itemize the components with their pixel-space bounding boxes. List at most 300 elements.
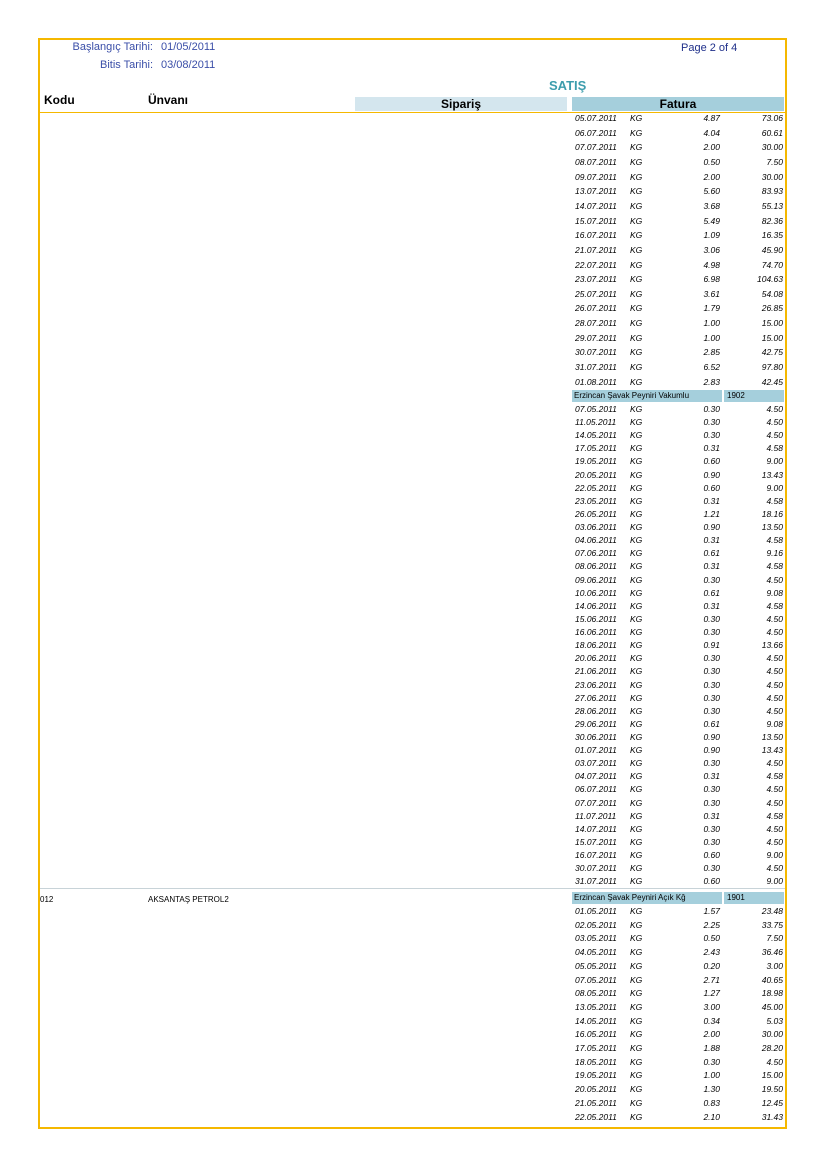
row-date: 03.07.2011 xyxy=(575,758,617,769)
row-quantity: 0.34 xyxy=(703,1015,720,1026)
row-amount: 4.50 xyxy=(766,705,783,716)
invoice-row xyxy=(575,947,783,958)
row-quantity: 0.60 xyxy=(703,876,720,887)
row-amount: 19.50 xyxy=(761,1084,783,1095)
row-date: 14.06.2011 xyxy=(575,600,617,611)
row-quantity: 1.57 xyxy=(703,906,720,916)
column-header-siparis: Sipariş xyxy=(355,97,567,111)
invoice-row xyxy=(575,333,783,344)
row-quantity: 0.30 xyxy=(703,627,720,638)
invoice-row xyxy=(575,230,783,241)
invoice-row xyxy=(575,1043,783,1054)
row-quantity: 2.00 xyxy=(703,171,720,182)
invoice-row xyxy=(575,377,783,388)
row-quantity: 1.09 xyxy=(703,230,720,241)
row-amount: 4.50 xyxy=(766,1056,783,1067)
row-amount: 28.20 xyxy=(761,1043,783,1053)
row-quantity: 0.31 xyxy=(703,771,720,782)
invoice-row xyxy=(575,216,783,227)
product-name: Erzincan Şavak Peyniri Açık Kğ xyxy=(574,893,686,902)
row-date: 03.05.2011 xyxy=(575,933,617,944)
invoice-row xyxy=(575,430,783,441)
row-unit: KG xyxy=(630,797,643,808)
row-date: 26.05.2011 xyxy=(575,508,617,519)
row-amount: 13.43 xyxy=(761,745,783,756)
row-amount: 18.16 xyxy=(761,508,783,519)
row-date: 20.05.2011 xyxy=(575,1084,617,1095)
row-amount: 4.50 xyxy=(766,797,783,808)
row-unit: KG xyxy=(630,1097,643,1108)
row-amount: 4.50 xyxy=(766,784,783,795)
row-amount: 4.58 xyxy=(766,535,783,546)
row-quantity: 3.00 xyxy=(703,1001,720,1012)
invoice-row xyxy=(575,548,783,559)
customer-code: 012 xyxy=(40,895,54,904)
row-unit: KG xyxy=(630,587,643,598)
row-quantity: 2.00 xyxy=(703,142,720,153)
invoice-row xyxy=(575,575,783,586)
row-unit: KG xyxy=(630,259,643,270)
product-code: 1902 xyxy=(722,390,745,402)
row-quantity: 0.31 xyxy=(703,561,720,572)
customer-divider xyxy=(40,888,785,889)
column-header-fatura: Fatura xyxy=(572,97,784,111)
row-unit: KG xyxy=(630,362,643,373)
row-amount: 9.08 xyxy=(766,587,783,598)
invoice-row xyxy=(575,303,783,314)
row-amount: 36.46 xyxy=(761,947,783,958)
row-unit: KG xyxy=(630,960,643,971)
row-date: 05.07.2011 xyxy=(575,113,617,123)
row-date: 04.05.2011 xyxy=(575,947,617,958)
row-unit: KG xyxy=(630,836,643,847)
row-unit: KG xyxy=(630,127,643,138)
row-quantity: 0.31 xyxy=(703,443,720,454)
row-amount: 45.00 xyxy=(761,1001,783,1012)
row-quantity: 2.10 xyxy=(703,1111,720,1122)
row-date: 29.07.2011 xyxy=(575,332,617,343)
row-unit: KG xyxy=(630,347,643,358)
customer-name: AKSANTAŞ PETROL2 xyxy=(148,895,229,904)
invoice-row xyxy=(575,362,783,373)
row-date: 08.06.2011 xyxy=(575,561,617,572)
row-quantity: 3.68 xyxy=(703,200,720,211)
row-date: 17.05.2011 xyxy=(575,1043,617,1053)
invoice-row xyxy=(575,837,783,848)
row-amount: 4.58 xyxy=(766,561,783,572)
invoice-row xyxy=(575,1070,783,1081)
row-unit: KG xyxy=(630,850,643,861)
product-code: 1901 xyxy=(722,892,745,904)
invoice-row xyxy=(575,347,783,358)
invoice-row xyxy=(575,142,783,153)
row-quantity: 0.91 xyxy=(703,640,720,651)
row-date: 20.06.2011 xyxy=(575,653,617,664)
row-unit: KG xyxy=(630,561,643,572)
row-date: 11.05.2011 xyxy=(575,417,617,428)
row-date: 14.07.2011 xyxy=(575,823,617,834)
row-quantity: 0.30 xyxy=(703,679,720,690)
row-date: 28.07.2011 xyxy=(575,318,617,329)
row-unit: KG xyxy=(630,548,643,559)
row-quantity: 3.61 xyxy=(703,288,720,299)
row-quantity: 2.43 xyxy=(703,947,720,958)
row-amount: 4.58 xyxy=(766,495,783,506)
row-amount: 45.90 xyxy=(761,244,783,255)
row-amount: 4.58 xyxy=(766,810,783,821)
row-unit: KG xyxy=(630,692,643,703)
invoice-row xyxy=(575,470,783,481)
row-unit: KG xyxy=(630,417,643,428)
row-unit: KG xyxy=(630,1056,643,1067)
row-quantity: 4.87 xyxy=(703,113,720,123)
row-unit: KG xyxy=(630,600,643,611)
invoice-row xyxy=(575,745,783,756)
invoice-row xyxy=(575,186,783,197)
invoice-row xyxy=(575,784,783,795)
row-unit: KG xyxy=(630,1111,643,1122)
row-amount: 13.50 xyxy=(761,522,783,533)
invoice-row xyxy=(575,561,783,572)
row-unit: KG xyxy=(630,113,643,123)
row-date: 30.07.2011 xyxy=(575,863,617,874)
row-date: 19.05.2011 xyxy=(575,456,617,467)
invoice-row xyxy=(575,811,783,822)
row-unit: KG xyxy=(630,156,643,167)
invoice-row xyxy=(575,863,783,874)
invoice-row xyxy=(575,1016,783,1027)
invoice-row xyxy=(575,906,783,917)
row-quantity: 0.30 xyxy=(703,574,720,585)
row-date: 18.06.2011 xyxy=(575,640,617,651)
row-quantity: 1.21 xyxy=(703,508,720,519)
row-unit: KG xyxy=(630,732,643,742)
row-quantity: 0.61 xyxy=(703,548,720,559)
invoice-row xyxy=(575,588,783,599)
row-amount: 13.50 xyxy=(761,732,783,742)
row-amount: 15.00 xyxy=(761,332,783,343)
invoice-row xyxy=(575,1084,783,1095)
row-unit: KG xyxy=(630,705,643,716)
row-quantity: 1.00 xyxy=(703,318,720,329)
row-quantity: 0.20 xyxy=(703,960,720,971)
row-date: 07.07.2011 xyxy=(575,797,617,808)
row-unit: KG xyxy=(630,495,643,506)
row-amount: 4.50 xyxy=(766,666,783,677)
row-date: 08.05.2011 xyxy=(575,988,617,999)
invoice-row xyxy=(575,483,783,494)
row-amount: 104.63 xyxy=(757,274,783,285)
invoice-row xyxy=(575,509,783,520)
row-amount: 4.50 xyxy=(766,417,783,428)
row-date: 01.05.2011 xyxy=(575,906,617,916)
row-quantity: 0.83 xyxy=(703,1097,720,1108)
row-quantity: 5.49 xyxy=(703,215,720,226)
row-date: 31.07.2011 xyxy=(575,876,617,887)
row-quantity: 1.88 xyxy=(703,1043,720,1053)
row-amount: 42.75 xyxy=(761,347,783,358)
row-amount: 40.65 xyxy=(761,974,783,985)
row-unit: KG xyxy=(630,627,643,638)
row-date: 18.05.2011 xyxy=(575,1056,617,1067)
row-unit: KG xyxy=(630,863,643,874)
row-amount: 23.48 xyxy=(761,906,783,916)
row-unit: KG xyxy=(630,810,643,821)
invoice-row xyxy=(575,824,783,835)
row-date: 05.05.2011 xyxy=(575,960,617,971)
row-unit: KG xyxy=(630,318,643,329)
row-unit: KG xyxy=(630,1029,643,1040)
row-quantity: 0.30 xyxy=(703,836,720,847)
invoice-row xyxy=(575,535,783,546)
row-amount: 4.50 xyxy=(766,863,783,874)
row-amount: 30.00 xyxy=(761,1029,783,1040)
row-unit: KG xyxy=(630,469,643,480)
row-date: 06.07.2011 xyxy=(575,127,617,138)
row-quantity: 0.30 xyxy=(703,417,720,428)
row-date: 07.06.2011 xyxy=(575,548,617,559)
row-amount: 3.00 xyxy=(766,960,783,971)
invoice-row xyxy=(575,157,783,168)
row-amount: 73.06 xyxy=(761,113,783,123)
row-amount: 83.93 xyxy=(761,186,783,197)
row-date: 04.07.2011 xyxy=(575,771,617,782)
row-date: 16.06.2011 xyxy=(575,627,617,638)
row-unit: KG xyxy=(630,1043,643,1053)
row-date: 11.07.2011 xyxy=(575,810,617,821)
invoice-row xyxy=(575,1029,783,1040)
row-quantity: 0.31 xyxy=(703,535,720,546)
row-unit: KG xyxy=(630,1015,643,1026)
row-unit: KG xyxy=(630,376,643,387)
row-date: 07.05.2011 xyxy=(575,974,617,985)
row-date: 19.05.2011 xyxy=(575,1070,617,1081)
invoice-row xyxy=(575,933,783,944)
row-amount: 4.50 xyxy=(766,758,783,769)
row-date: 31.07.2011 xyxy=(575,362,617,373)
row-date: 21.05.2011 xyxy=(575,1097,617,1108)
row-unit: KG xyxy=(630,171,643,182)
row-date: 17.05.2011 xyxy=(575,443,617,454)
row-date: 26.07.2011 xyxy=(575,303,617,314)
invoice-row xyxy=(575,653,783,664)
row-unit: KG xyxy=(630,230,643,241)
row-unit: KG xyxy=(630,274,643,285)
invoice-row xyxy=(575,1057,783,1068)
row-quantity: 1.00 xyxy=(703,332,720,343)
invoice-row xyxy=(575,614,783,625)
row-amount: 4.50 xyxy=(766,574,783,585)
row-date: 21.07.2011 xyxy=(575,244,617,255)
column-header-unvani: Ünvanı xyxy=(148,93,189,107)
row-date: 14.05.2011 xyxy=(575,430,617,441)
row-unit: KG xyxy=(630,142,643,153)
row-amount: 4.50 xyxy=(766,823,783,834)
row-quantity: 1.27 xyxy=(703,988,720,999)
row-unit: KG xyxy=(630,613,643,624)
row-date: 14.05.2011 xyxy=(575,1015,617,1026)
row-amount: 9.00 xyxy=(766,850,783,861)
end-date-label: Bitis Tarihi: xyxy=(100,59,153,71)
row-amount: 9.16 xyxy=(766,548,783,559)
row-quantity: 0.31 xyxy=(703,495,720,506)
invoice-row xyxy=(575,443,783,454)
row-quantity: 4.04 xyxy=(703,127,720,138)
row-unit: KG xyxy=(630,906,643,916)
row-amount: 31.43 xyxy=(761,1111,783,1122)
row-date: 15.07.2011 xyxy=(575,215,617,226)
row-quantity: 0.30 xyxy=(703,404,720,414)
row-date: 23.06.2011 xyxy=(575,679,617,690)
row-quantity: 0.50 xyxy=(703,156,720,167)
row-amount: 4.50 xyxy=(766,679,783,690)
row-amount: 15.00 xyxy=(761,1070,783,1081)
invoice-row xyxy=(575,680,783,691)
end-date-value: 03/08/2011 xyxy=(161,59,216,71)
row-date: 15.07.2011 xyxy=(575,836,617,847)
row-unit: KG xyxy=(630,303,643,314)
row-unit: KG xyxy=(630,288,643,299)
invoice-row xyxy=(575,1112,783,1123)
row-date: 22.05.2011 xyxy=(575,482,617,493)
row-quantity: 0.30 xyxy=(703,692,720,703)
row-unit: KG xyxy=(630,482,643,493)
row-amount: 97.80 xyxy=(761,362,783,373)
row-date: 14.07.2011 xyxy=(575,200,617,211)
start-date-value: 01/05/2011 xyxy=(161,41,216,53)
row-unit: KG xyxy=(630,784,643,795)
row-unit: KG xyxy=(630,244,643,255)
invoice-row xyxy=(575,732,783,743)
invoice-row xyxy=(575,876,783,887)
invoice-row xyxy=(575,758,783,769)
row-quantity: 2.00 xyxy=(703,1029,720,1040)
invoice-row xyxy=(575,771,783,782)
row-unit: KG xyxy=(630,718,643,729)
row-unit: KG xyxy=(630,200,643,211)
row-amount: 74.70 xyxy=(761,259,783,270)
row-amount: 4.50 xyxy=(766,430,783,441)
row-amount: 4.58 xyxy=(766,443,783,454)
row-date: 07.07.2011 xyxy=(575,142,617,153)
row-date: 13.07.2011 xyxy=(575,186,617,197)
row-quantity: 6.98 xyxy=(703,274,720,285)
row-quantity: 0.60 xyxy=(703,482,720,493)
row-quantity: 0.90 xyxy=(703,732,720,742)
row-quantity: 4.98 xyxy=(703,259,720,270)
invoice-row xyxy=(575,706,783,717)
row-quantity: 2.85 xyxy=(703,347,720,358)
row-unit: KG xyxy=(630,666,643,677)
row-date: 27.06.2011 xyxy=(575,692,617,703)
row-amount: 13.43 xyxy=(761,469,783,480)
row-unit: KG xyxy=(630,876,643,887)
row-amount: 82.36 xyxy=(761,215,783,226)
row-amount: 7.50 xyxy=(766,933,783,944)
row-amount: 7.50 xyxy=(766,156,783,167)
row-unit: KG xyxy=(630,988,643,999)
row-quantity: 2.71 xyxy=(703,974,720,985)
row-unit: KG xyxy=(630,1070,643,1081)
row-quantity: 0.30 xyxy=(703,430,720,441)
row-quantity: 0.30 xyxy=(703,613,720,624)
row-amount: 9.00 xyxy=(766,456,783,467)
row-unit: KG xyxy=(630,679,643,690)
row-date: 01.08.2011 xyxy=(575,376,617,387)
row-amount: 9.08 xyxy=(766,718,783,729)
invoice-row xyxy=(575,260,783,271)
invoice-row xyxy=(575,245,783,256)
row-unit: KG xyxy=(630,430,643,441)
row-date: 15.06.2011 xyxy=(575,613,617,624)
row-amount: 4.50 xyxy=(766,836,783,847)
invoice-row xyxy=(575,961,783,972)
row-amount: 4.50 xyxy=(766,613,783,624)
invoice-row xyxy=(575,274,783,285)
row-date: 09.06.2011 xyxy=(575,574,617,585)
row-amount: 30.00 xyxy=(761,142,783,153)
row-unit: KG xyxy=(630,640,643,651)
invoice-row xyxy=(575,601,783,612)
row-date: 02.05.2011 xyxy=(575,919,617,930)
invoice-row xyxy=(575,975,783,986)
row-unit: KG xyxy=(630,919,643,930)
row-amount: 18.98 xyxy=(761,988,783,999)
row-quantity: 0.30 xyxy=(703,666,720,677)
row-date: 30.07.2011 xyxy=(575,347,617,358)
invoice-row xyxy=(575,988,783,999)
row-amount: 4.50 xyxy=(766,692,783,703)
invoice-row xyxy=(575,522,783,533)
row-quantity: 1.00 xyxy=(703,1070,720,1081)
row-date: 04.06.2011 xyxy=(575,535,617,546)
row-quantity: 0.31 xyxy=(703,600,720,611)
product-name: Erzincan Şavak Peyniri Vakumlu xyxy=(574,391,690,400)
product-bar xyxy=(572,390,784,402)
row-date: 23.05.2011 xyxy=(575,495,617,506)
row-date: 01.07.2011 xyxy=(575,745,617,756)
row-unit: KG xyxy=(630,1001,643,1012)
row-quantity: 6.52 xyxy=(703,362,720,373)
row-quantity: 0.30 xyxy=(703,653,720,664)
invoice-row xyxy=(575,920,783,931)
row-date: 08.07.2011 xyxy=(575,156,617,167)
row-quantity: 0.30 xyxy=(703,705,720,716)
row-unit: KG xyxy=(630,574,643,585)
row-quantity: 0.30 xyxy=(703,863,720,874)
invoice-row xyxy=(575,1098,783,1109)
row-amount: 9.00 xyxy=(766,876,783,887)
row-amount: 16.35 xyxy=(761,230,783,241)
row-amount: 13.66 xyxy=(761,640,783,651)
row-date: 16.07.2011 xyxy=(575,850,617,861)
invoice-row xyxy=(575,666,783,677)
row-unit: KG xyxy=(630,508,643,519)
row-date: 25.07.2011 xyxy=(575,288,617,299)
row-unit: KG xyxy=(630,404,643,414)
invoice-row xyxy=(575,456,783,467)
row-unit: KG xyxy=(630,535,643,546)
row-unit: KG xyxy=(630,933,643,944)
invoice-row xyxy=(575,417,783,428)
row-quantity: 0.30 xyxy=(703,784,720,795)
product-bar xyxy=(572,892,784,904)
row-unit: KG xyxy=(630,456,643,467)
invoice-row xyxy=(575,1002,783,1013)
row-amount: 30.00 xyxy=(761,171,783,182)
row-date: 30.06.2011 xyxy=(575,732,617,742)
row-amount: 4.50 xyxy=(766,404,783,414)
